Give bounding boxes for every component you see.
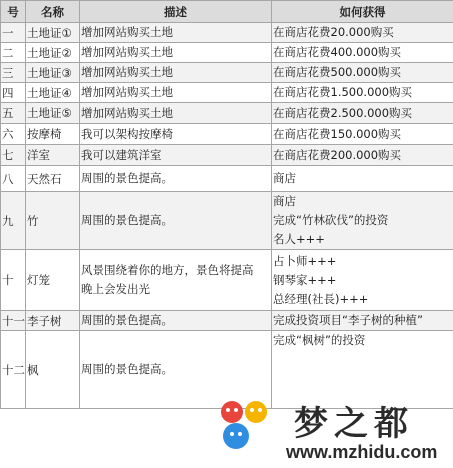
description-line: 周围的景色提高。 — [81, 313, 173, 327]
table-row — [1, 124, 453, 145]
description-line: 我可以架构按摩椅 — [81, 126, 173, 141]
table-header-row — [1, 1, 453, 23]
table-row — [1, 63, 453, 83]
table-row — [1, 103, 453, 124]
table-row — [1, 23, 453, 43]
item-name: 按摩椅 — [26, 124, 80, 145]
item-how-to-get — [272, 23, 453, 43]
item-how-to-get — [272, 145, 453, 166]
header-name: 名称 — [26, 1, 80, 23]
how-to-get-line: 在商店花费20.000购买 — [273, 25, 394, 39]
description-line: 增加网站购买土地 — [81, 105, 173, 120]
row-number: 六 — [1, 124, 26, 145]
how-to-get-line: 完成“竹林砍伐”的投资 — [273, 213, 389, 227]
table-row — [1, 145, 453, 166]
how-to-get-line: 在商店花费2.500.000购买 — [273, 105, 413, 120]
table-row — [1, 43, 453, 63]
watermark-title: 梦之都 — [294, 404, 414, 444]
item-description — [80, 43, 272, 63]
description-line: 增加网站购买土地 — [81, 65, 173, 79]
how-to-get-line: 在商店花费150.000购买 — [273, 126, 402, 141]
description-line: 增加网站购买土地 — [81, 25, 173, 39]
table-row — [1, 166, 453, 192]
table-body — [1, 23, 453, 409]
how-to-get-line: 在商店花费1.500.000购买 — [273, 85, 413, 99]
row-number: 二 — [1, 43, 26, 63]
header-description: 描述 — [80, 1, 272, 23]
how-to-get-line: 在商店花费500.000购买 — [273, 65, 402, 79]
description-line: 周围的景色提高。 — [81, 362, 173, 376]
how-to-get-line: 总经理(社長)+++ — [273, 291, 369, 306]
item-how-to-get — [272, 103, 453, 124]
item-how-to-get — [272, 83, 453, 103]
site-logo-icon — [218, 398, 270, 458]
row-number: 三 — [1, 63, 26, 83]
table-row — [1, 250, 453, 311]
item-how-to-get — [272, 250, 453, 311]
item-name: 土地证④ — [26, 83, 80, 103]
item-how-to-get — [272, 63, 453, 83]
how-to-get-line: 商店 — [273, 194, 296, 208]
row-number: 十一 — [1, 311, 26, 331]
item-how-to-get — [272, 43, 453, 63]
item-how-to-get — [272, 166, 453, 192]
row-number: 七 — [1, 145, 26, 166]
item-how-to-get — [272, 311, 453, 331]
table-row — [1, 192, 453, 250]
item-name: 灯笼 — [26, 250, 80, 311]
how-to-get-line: 在商店花费200.000购买 — [273, 147, 402, 162]
watermark — [212, 396, 453, 468]
item-description — [80, 192, 272, 250]
item-name: 土地证③ — [26, 63, 80, 83]
how-to-get-line: 在商店花费400.000购买 — [273, 45, 402, 59]
row-number: 五 — [1, 103, 26, 124]
item-name: 土地证⑤ — [26, 103, 80, 124]
item-name: 土地证① — [26, 23, 80, 43]
item-how-to-get — [272, 124, 453, 145]
row-number: 九 — [1, 192, 26, 250]
how-to-get-line: 名人+++ — [273, 232, 325, 246]
row-number: 八 — [1, 166, 26, 192]
description-line: 周围的景色提高。 — [81, 213, 173, 227]
item-description — [80, 103, 272, 124]
item-description — [80, 166, 272, 192]
row-number: 四 — [1, 83, 26, 103]
how-to-get-line: 占卜师+++ — [273, 253, 337, 268]
how-to-get-line: 商店 — [273, 171, 296, 185]
row-number: 十 — [1, 250, 26, 311]
item-description — [80, 124, 272, 145]
header-how-to-get: 如何获得 — [272, 1, 453, 23]
how-to-get-line: 完成“枫树”的投资 — [273, 333, 366, 347]
item-name: 枫 — [26, 331, 80, 409]
item-description — [80, 83, 272, 103]
header-number: 号 — [1, 1, 26, 23]
table-row — [1, 311, 453, 331]
watermark-url: www.mzhidu.com — [286, 442, 438, 462]
item-name: 洋室 — [26, 145, 80, 166]
description-line: 周围的景色提高。 — [81, 171, 173, 185]
description-line: 我可以建筑洋室 — [81, 147, 162, 162]
item-description — [80, 311, 272, 331]
item-name: 天然石 — [26, 166, 80, 192]
description-line: 增加网站购买土地 — [81, 85, 173, 99]
how-to-get-line: 钢琴家+++ — [273, 272, 337, 287]
row-number: 一 — [1, 23, 26, 43]
item-name: 竹 — [26, 192, 80, 250]
how-to-get-line: 完成投资项目“李子树的种植” — [273, 313, 423, 327]
item-description — [80, 250, 272, 311]
row-number: 十二 — [1, 331, 26, 409]
item-description — [80, 145, 272, 166]
item-description — [80, 63, 272, 83]
item-description — [80, 23, 272, 43]
description-line: 风景围绕着你的地方，景色将提高 — [81, 263, 254, 277]
table-row — [1, 83, 453, 103]
description-line: 增加网站购买土地 — [81, 45, 173, 59]
item-name: 李子树 — [26, 311, 80, 331]
item-name: 土地证② — [26, 43, 80, 63]
description-line: 晚上会发出光 — [81, 282, 150, 296]
item-how-to-get — [272, 192, 453, 250]
